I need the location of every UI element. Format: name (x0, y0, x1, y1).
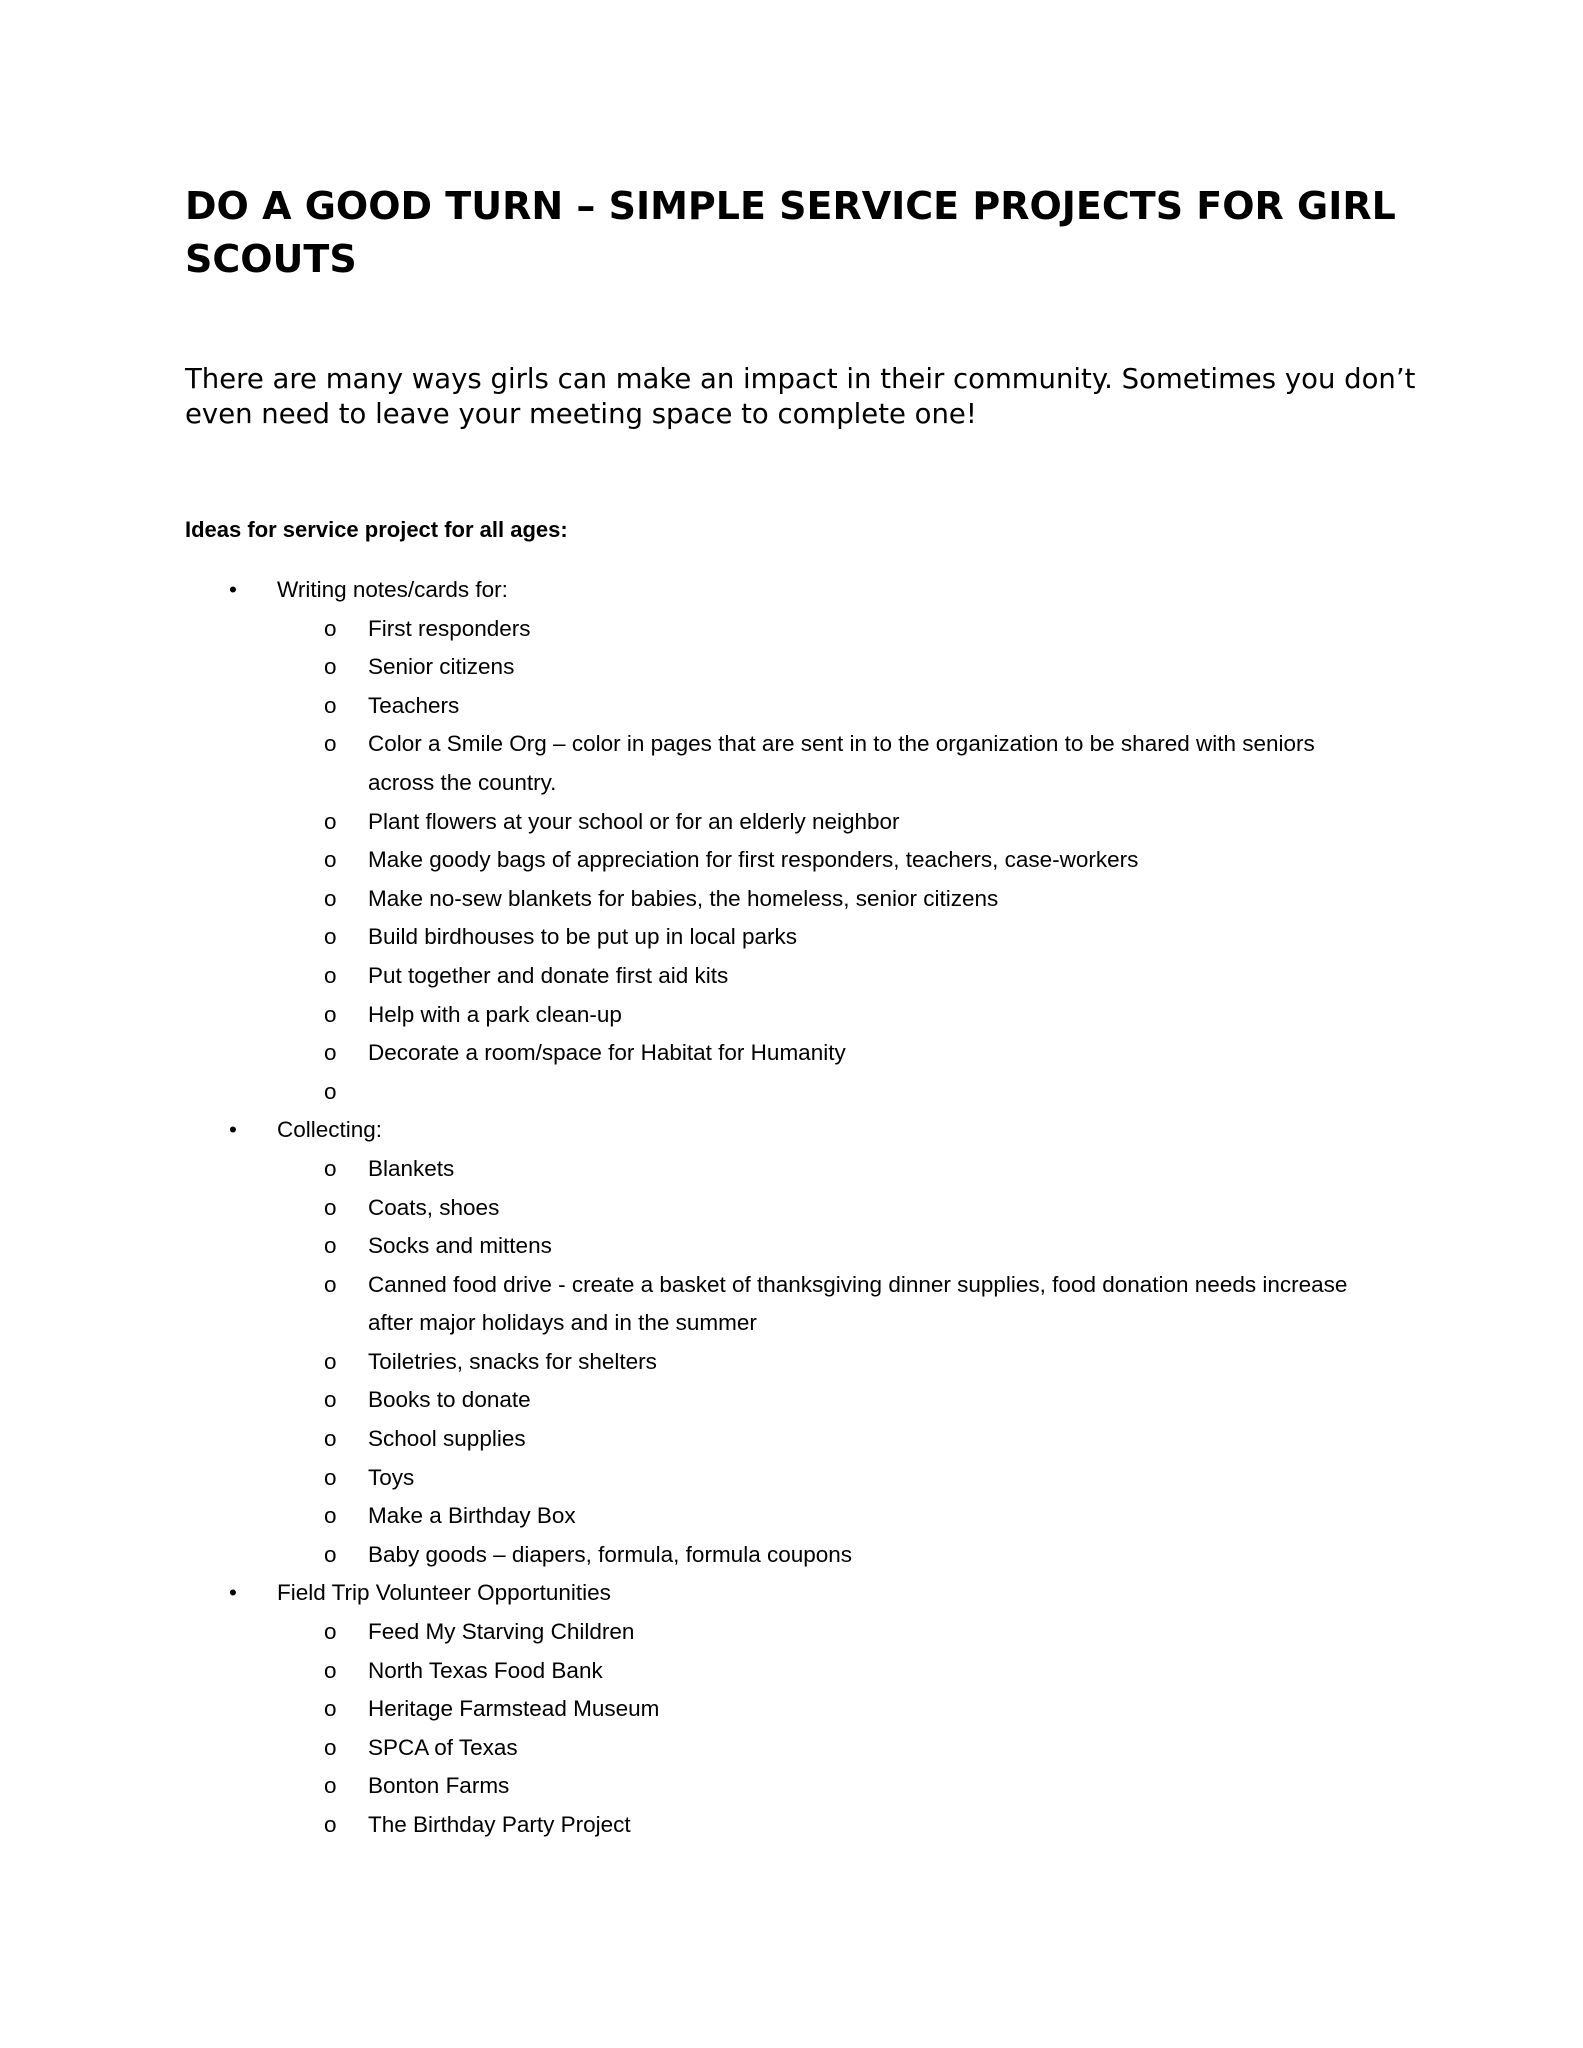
sub-list-item-label: Put together and donate first aid kits (368, 962, 729, 988)
sub-list-item-label: Blankets (368, 1155, 455, 1181)
sub-list-item (0, 1729, 1378, 1768)
sub-list-item-label: Socks and mittens (368, 1233, 552, 1259)
circle-bullet-icon: o (324, 1078, 337, 1104)
sub-list-item-label: Books to donate (368, 1387, 531, 1413)
sub-list-item (0, 610, 1378, 649)
circle-bullet-icon: o (324, 1233, 337, 1259)
sub-list-item-label: Help with a park clean-up (368, 1001, 622, 1027)
sub-list-item (0, 1652, 1378, 1691)
circle-bullet-icon: o (324, 1657, 337, 1683)
circle-bullet-icon: o (324, 692, 337, 718)
circle-bullet-icon: o (324, 1155, 337, 1181)
list-item-label: Field Trip Volunteer Opportunities (277, 1580, 611, 1606)
circle-bullet-icon: o (324, 1696, 337, 1722)
intro-paragraph: There are many ways girls can make an impact in their community. Sometimes you don’t even need to leave your meeting space to complete one! (185, 363, 1416, 430)
page-title: DO A GOOD TURN – SIMPLE SERVICE PROJECTS FOR GIRL SCOUTS (185, 184, 1396, 281)
sub-list-item-label: Decorate a room/space for Habitat for Humanity (368, 1040, 846, 1066)
circle-bullet-icon: o (324, 731, 337, 757)
circle-bullet-icon: o (324, 1271, 337, 1297)
circle-bullet-icon: o (324, 654, 337, 680)
list-item-label: Collecting: (277, 1117, 383, 1143)
sub-list-item (0, 1266, 1378, 1343)
sub-list-item-label: Heritage Farmstead Museum (368, 1696, 660, 1722)
sub-list-item (0, 1227, 1378, 1266)
sub-list-item (0, 725, 1378, 802)
sub-list-item (0, 1497, 1378, 1536)
sub-list-item-label: Canned food drive - create a basket of thanksgiving dinner supplies, food donation needs increase after major holidays and in the summer (368, 1271, 1348, 1336)
circle-bullet-icon: o (324, 1503, 337, 1529)
circle-bullet-icon: o (324, 1812, 337, 1837)
sub-list-item (0, 1767, 1378, 1806)
sub-list-item-label: Baby goods – diapers, formula, formula coupons (368, 1541, 853, 1567)
circle-bullet-icon: o (324, 1040, 337, 1066)
circle-bullet-icon: o (324, 962, 337, 988)
circle-bullet-icon: o (324, 1773, 337, 1799)
sub-list-item-label: Color a Smile Org – color in pages that are sent in to the organization to be shared with seniors across the country. (368, 731, 1315, 795)
ideas-list (0, 571, 1583, 1845)
circle-bullet-icon: o (324, 1194, 337, 1220)
sub-list-item-label: Toys (368, 1464, 415, 1490)
sub-list-item (0, 1381, 1378, 1420)
sub-list-item (0, 841, 1378, 880)
sub-list-item-label: Toiletries, snacks for shelters (368, 1348, 657, 1374)
list-item (0, 571, 1583, 610)
sub-list-item (0, 687, 1378, 726)
sub-list-item-label: Make a Birthday Box (368, 1503, 576, 1529)
sub-list-item (0, 1420, 1378, 1459)
sub-list-item (0, 918, 1378, 957)
circle-bullet-icon: o (324, 924, 337, 950)
sub-list-item (0, 1150, 1378, 1189)
circle-bullet-icon: o (324, 1348, 337, 1374)
sub-list-item (0, 1073, 1378, 1112)
circle-bullet-icon: o (324, 1619, 337, 1645)
sub-list-item-label: Build birdhouses to be put up in local parks (368, 924, 798, 950)
sub-list-item (0, 1189, 1378, 1228)
sub-list-item (0, 803, 1378, 842)
sub-list-item (0, 1459, 1378, 1498)
sub-list-item (0, 1690, 1378, 1729)
sub-list-item (0, 1034, 1378, 1073)
sub-list-item-label: First responders (368, 615, 531, 641)
sub-list-item (0, 996, 1378, 1035)
sub-list-item (0, 957, 1378, 996)
sub-list-item (0, 1806, 1378, 1845)
bullet-icon: • (229, 1580, 237, 1606)
sub-list-item-label: North Texas Food Bank (368, 1657, 603, 1683)
sub-list-item (0, 1613, 1378, 1652)
sub-list-item-label: Feed My Starving Children (368, 1619, 635, 1645)
sub-list-item (0, 1343, 1378, 1382)
list-item-label: Writing notes/cards for: (277, 577, 508, 602)
circle-bullet-icon: o (324, 1541, 337, 1567)
sub-list-item-label: School supplies (368, 1426, 526, 1452)
sub-list-item-label: SPCA of Texas (368, 1734, 518, 1760)
circle-bullet-icon: o (324, 1734, 337, 1760)
circle-bullet-icon: o (324, 885, 337, 911)
section-heading: Ideas for service project for all ages: (185, 517, 568, 542)
bullet-icon: • (229, 577, 237, 602)
sub-list-item-label: The Birthday Party Project (368, 1812, 631, 1837)
sub-list-item (0, 880, 1378, 919)
sub-list-item-label: Plant flowers at your school or for an elderly neighbor (368, 808, 900, 834)
sub-list-item-label: Make goody bags of appreciation for first responders, teachers, case-workers (368, 847, 1139, 873)
list-item (0, 1111, 1583, 1150)
sub-list-item (0, 1536, 1378, 1575)
circle-bullet-icon: o (324, 1387, 337, 1413)
circle-bullet-icon: o (324, 1464, 337, 1490)
circle-bullet-icon: o (324, 808, 337, 834)
sub-list-item-label: Senior citizens (368, 654, 515, 680)
circle-bullet-icon: o (324, 615, 337, 641)
circle-bullet-icon: o (324, 847, 337, 873)
list-item (0, 1574, 1583, 1613)
sub-list-item-label: Coats, shoes (368, 1194, 500, 1220)
sub-list-item-label: Make no-sew blankets for babies, the homeless, senior citizens (368, 885, 999, 911)
circle-bullet-icon: o (324, 1001, 337, 1027)
sub-list-item-label: Bonton Farms (368, 1773, 510, 1799)
bullet-icon: • (229, 1117, 237, 1143)
sub-list-item-label: Teachers (368, 692, 460, 718)
circle-bullet-icon: o (324, 1426, 337, 1452)
sub-list-item (0, 648, 1378, 687)
